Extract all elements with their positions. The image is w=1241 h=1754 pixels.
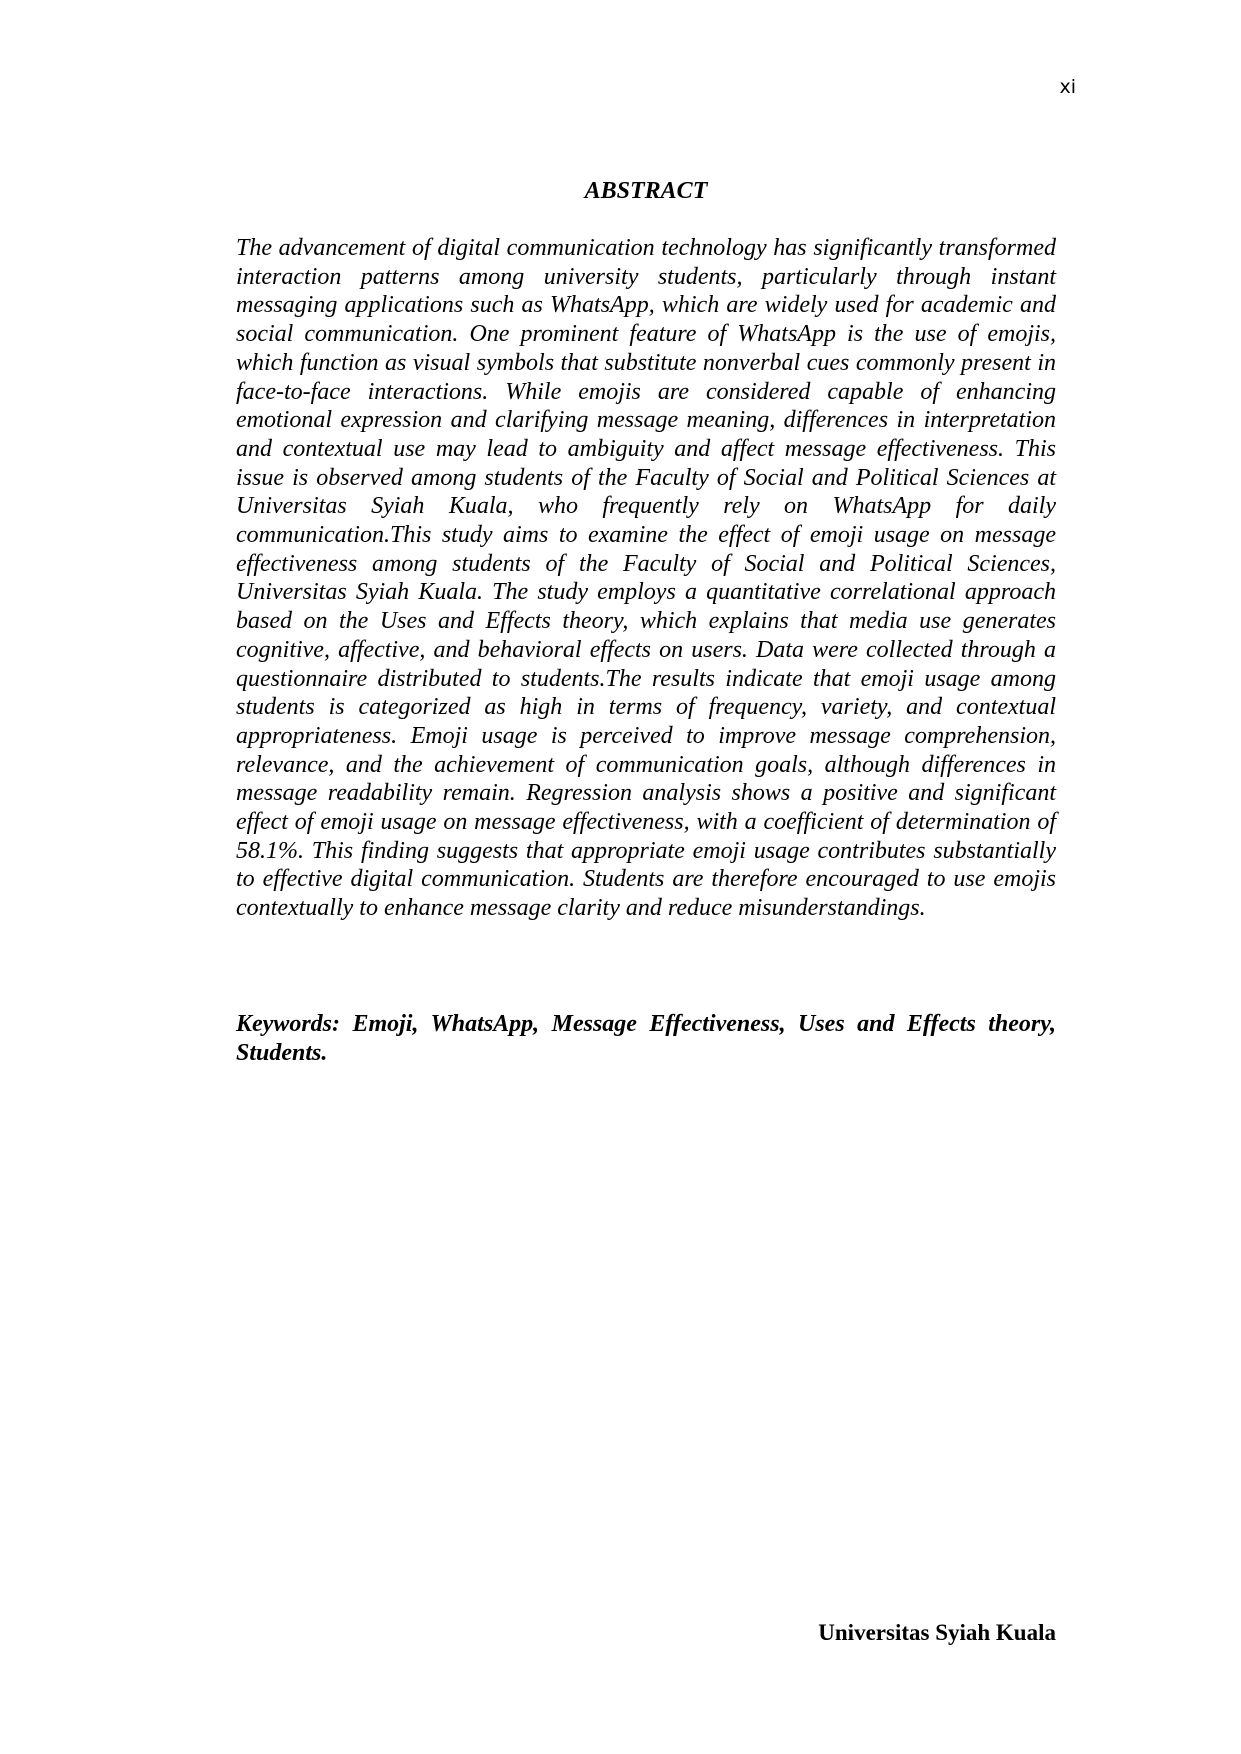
footer-university: Universitas Syiah Kuala xyxy=(818,1620,1056,1645)
abstract-body: The advancement of digital communication technology has significantly transformed interaction patterns among university students, particularly through instant messaging applications such as WhatsApp, which are widely used for academic and social communication. One prominent feature of WhatsApp is the use of emojis, which function as visual symbols that substitute nonverbal cues commonly present in face-to-face interactions. While emojis are considered capable of enhancing emotional expression and clarifying message meaning, differences in interpretation and contextual use may lead to ambiguity and affect message effectiveness. This issue is observed among students of the Faculty of Social and Political Sciences at Universitas Syiah Kuala, who frequently rely on WhatsApp for daily communication.This study aims to examine the effect of emoji usage on message effectiveness among students of the Faculty of Social and Political Sciences, Universitas Syiah Kuala. The study employs a quantitative correlational approach based on the Uses and Effects theory, which explains that media use generates cognitive, affective, and behavioral effects on users. Data were collected through a questionnaire distributed to students.The results indicate that emoji usage among students is categorized as high in terms of frequency, variety, and contextual appropriateness. Emoji usage is perceived to improve message comprehension, relevance, and the achievement of communication goals, although differences in message readability remain. Regression analysis shows a positive and significant effect of emoji usage on message effectiveness, with a coefficient of determination of 58.1%. This finding suggests that appropriate emoji usage contributes substantially to effective digital communication. Students are therefore encouraged to use emojis contextually to enhance message clarity and reduce misunderstandings. xyxy=(236,235,1056,922)
abstract-title: ABSTRACT xyxy=(584,178,708,204)
page-number: xi xyxy=(1059,76,1076,98)
keywords: Keywords: Emoji, WhatsApp, Message Effectiveness, Uses and Effects theory, Students. xyxy=(236,1011,1056,1066)
